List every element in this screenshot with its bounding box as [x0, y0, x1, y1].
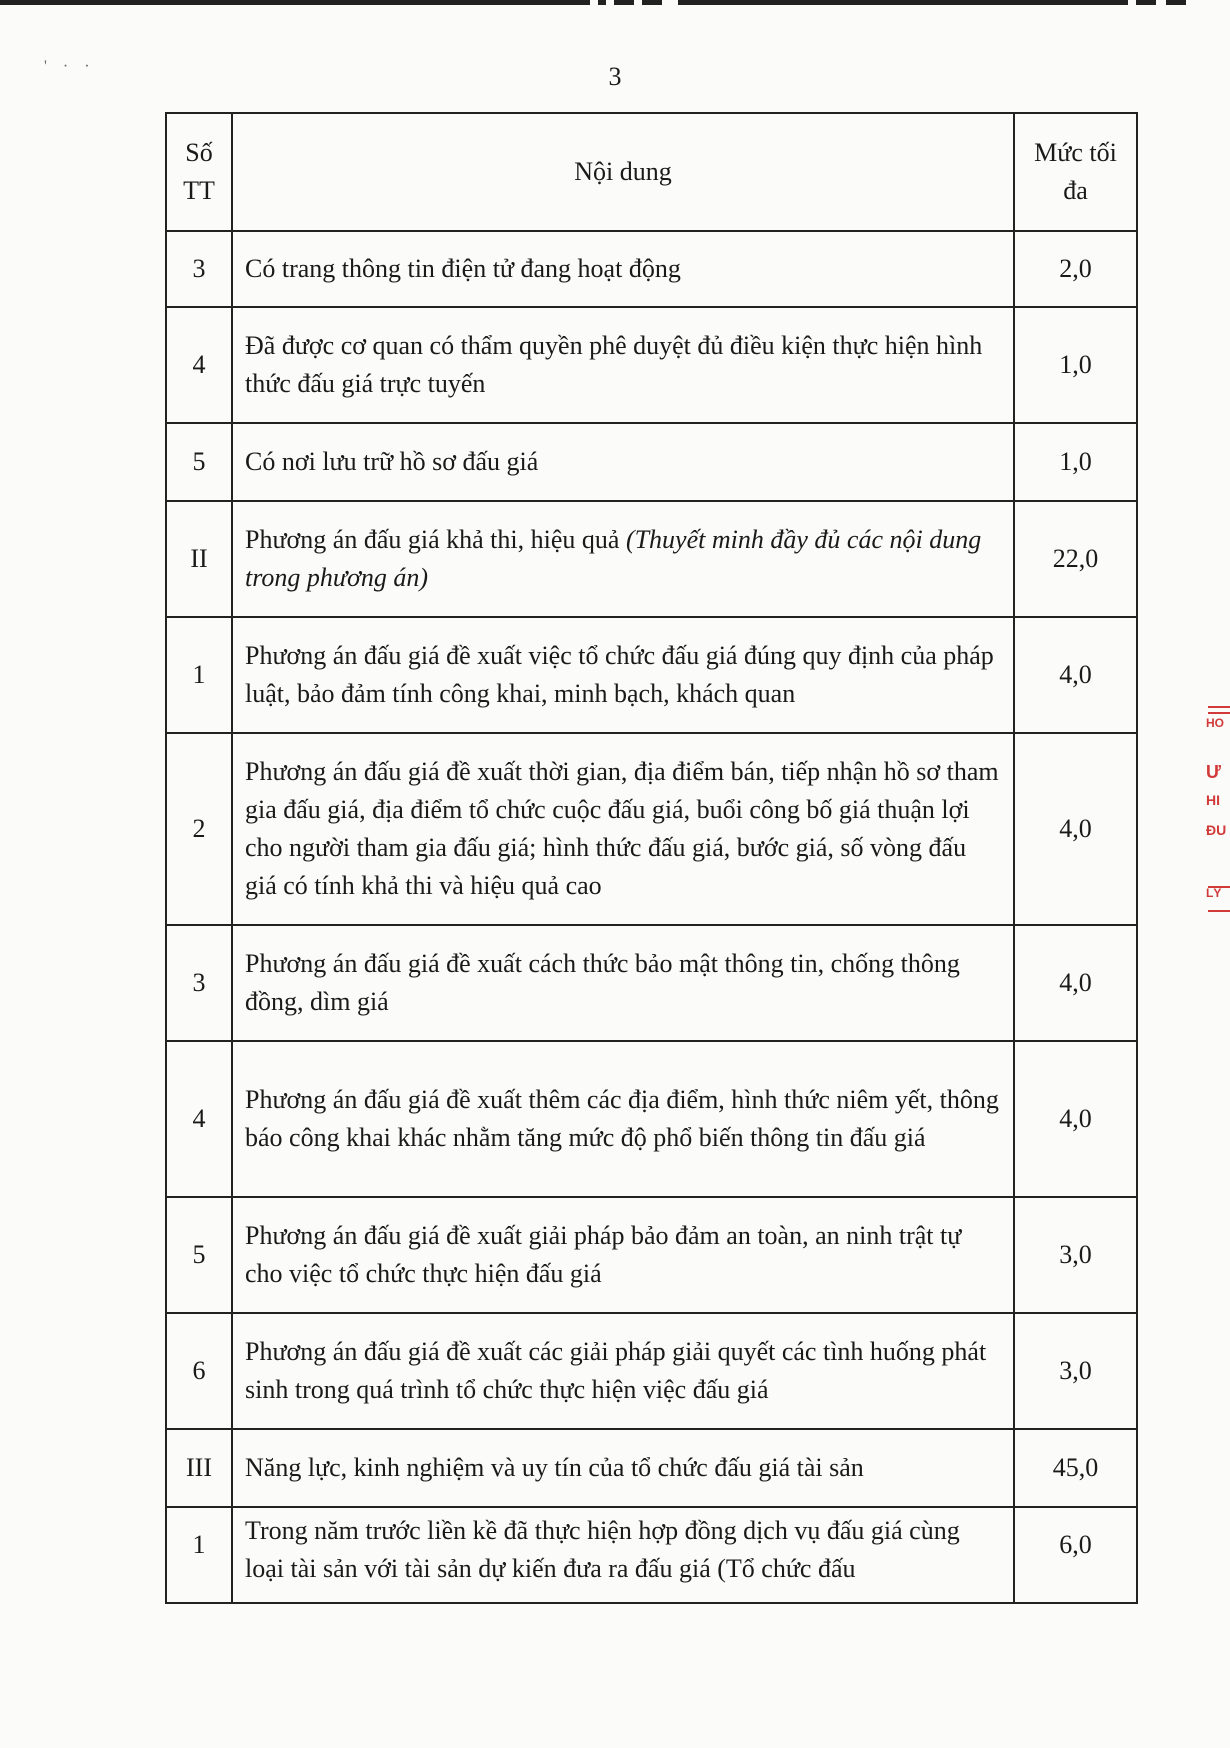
row-content: Phương án đấu giá đề xuất cách thức bảo mật thông tin, chống thông đồng, dìm giá — [232, 925, 1014, 1041]
row-max: 3,0 — [1014, 1197, 1137, 1313]
row-content: Phương án đấu giá đề xuất thời gian, địa điểm bán, tiếp nhận hồ sơ tham gia đấu giá, địa điểm tổ chức cuộc đấu giá, buổi công bố giá thuận lợi cho người tham gia đấu giá; hình thức đấu giá, bước giá, số vòng đấu giá có tính khả thi và hiệu quả cao — [232, 733, 1014, 925]
row-content: Phương án đấu giá khả thi, hiệu quả (Thuyết minh đầy đủ các nội dung trong phương án) — [232, 501, 1014, 617]
row-stt: 5 — [166, 423, 232, 501]
table-row — [166, 1197, 1137, 1313]
row-max: 1,0 — [1014, 423, 1137, 501]
red-stamp-fragment: HO Ư HI ĐU LÝ — [1196, 700, 1230, 920]
row-max: 22,0 — [1014, 501, 1137, 617]
row-content: Phương án đấu giá đề xuất các giải pháp giải quyết các tình huống phát sinh trong quá trình tổ chức thực hiện việc đấu giá — [232, 1313, 1014, 1429]
table-header-row — [166, 113, 1137, 231]
row-content: Đã được cơ quan có thẩm quyền phê duyệt đủ điều kiện thực hiện hình thức đấu giá trực tuyến — [232, 307, 1014, 423]
table-row — [166, 925, 1137, 1041]
table-row — [166, 1313, 1137, 1429]
row-stt: 1 — [166, 1507, 232, 1603]
table-row — [166, 231, 1137, 307]
row-content: Năng lực, kinh nghiệm và uy tín của tổ chức đấu giá tài sản — [232, 1429, 1014, 1507]
top-border-rule — [0, 0, 1230, 5]
row-max: 2,0 — [1014, 231, 1137, 307]
row-content: Phương án đấu giá đề xuất việc tổ chức đấu giá đúng quy định của pháp luật, bảo đảm tính công khai, minh bạch, khách quan — [232, 617, 1014, 733]
row-stt: 5 — [166, 1197, 232, 1313]
row-stt: 2 — [166, 733, 232, 925]
row-content: Trong năm trước liền kề đã thực hiện hợp đồng dịch vụ đấu giá cùng loại tài sản với tài sản dự kiến đưa ra đấu giá (Tổ chức đấu — [232, 1507, 1014, 1603]
row-max: 6,0 — [1014, 1507, 1137, 1603]
row-content: Có trang thông tin điện tử đang hoạt động — [232, 231, 1014, 307]
row-max: 4,0 — [1014, 617, 1137, 733]
table-row — [166, 423, 1137, 501]
row-max: 3,0 — [1014, 1313, 1137, 1429]
row-stt: 4 — [166, 1041, 232, 1197]
row-content: Phương án đấu giá đề xuất giải pháp bảo đảm an toàn, an ninh trật tự cho việc tổ chức thực hiện đấu giá — [232, 1197, 1014, 1313]
row-max: 4,0 — [1014, 733, 1137, 925]
table-row — [166, 733, 1137, 925]
table-row — [166, 617, 1137, 733]
table-row — [166, 501, 1137, 617]
table-row — [166, 307, 1137, 423]
table-row — [166, 1041, 1137, 1197]
row-stt: 4 — [166, 307, 232, 423]
row-stt: 1 — [166, 617, 232, 733]
row-content: Có nơi lưu trữ hồ sơ đấu giá — [232, 423, 1014, 501]
page-number: 3 — [608, 62, 622, 91]
criteria-table — [165, 112, 1138, 1604]
header-content: Nội dung — [232, 113, 1014, 231]
row-max: 4,0 — [1014, 1041, 1137, 1197]
row-stt: 6 — [166, 1313, 232, 1429]
header-max: Mức tối đa — [1014, 113, 1137, 231]
table-row — [166, 1429, 1137, 1507]
row-stt: 3 — [166, 925, 232, 1041]
row-max: 4,0 — [1014, 925, 1137, 1041]
header-stt: Số TT — [166, 113, 232, 231]
row-stt: 3 — [166, 231, 232, 307]
row-max: 1,0 — [1014, 307, 1137, 423]
row-max: 45,0 — [1014, 1429, 1137, 1507]
scan-specks: ' · · — [44, 58, 96, 75]
row-stt: III — [166, 1429, 232, 1507]
table-row — [166, 1507, 1137, 1603]
row-content: Phương án đấu giá đề xuất thêm các địa điểm, hình thức niêm yết, thông báo công khai khác nhằm tăng mức độ phổ biến thông tin đấu giá — [232, 1041, 1014, 1197]
row-stt: II — [166, 501, 232, 617]
